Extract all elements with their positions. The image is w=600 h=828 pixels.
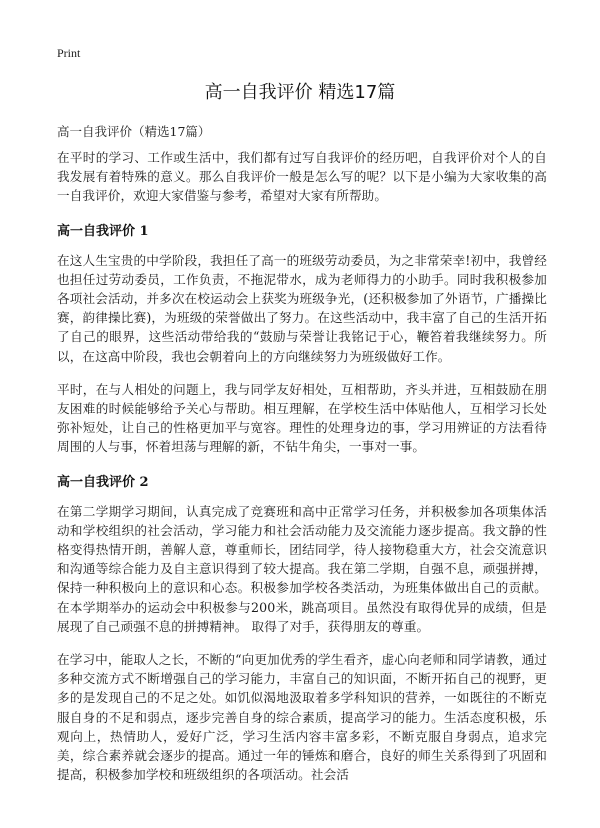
- print-label: Print: [57, 46, 81, 60]
- article-body: [57, 148, 547, 798]
- page-title: 高一自我评价 精选17篇: [204, 82, 396, 103]
- intro-paragraph: 在平时的学习、工作或生活中，我们都有过写自我评价的经历吧，自我评价对个人的自我发展有着特殊的意义。那么自我评价一般是怎么写的呢？以下是小编为大家收集的高一自我评价，欢迎大家借鉴与参考，希望对大家有所帮助。: [57, 150, 547, 204]
- section-2-paragraph-2: 在学习中，能取人之长，不断的“向更加优秀的学生看齐，虚心向老师和同学请教，通过多种交流方式不断增强自己的学习能力，丰富自己的知识面，不断开拓自己的视野，更多的是发现自己的不足之处。如饥似渴地汲取着多学科知识的营养，一如既往的不断克服自身的不足和弱点，逐步完善自身的综合素质，提高学习的能力。生活态度积极，乐观向上，热情助人，爱好广泛，学习生活内容丰富多彩，不断克服自身弱点，追求完美，综合素养就会逐步的提高。通过一年的锤炼和磨合，良好的师生关系得到了巩固和提高，积极参加学校和班级组织的各项活动。社会活: [57, 652, 547, 783]
- section-heading-1: 高一自我评价 1: [57, 223, 149, 239]
- section-2-paragraph-1: 在第二学期学习期间，认真完成了竞赛班和高中正常学习任务，并积极参加各项集体活动和学校组织的社会活动，学习能力和社会活动能力及交流能力逐步提高。我文静的性格变得热情开朗，善解人意，尊重师长，团结同学，待人接物稳重大方，社会交流意识和沟通等综合能力及自主意识得到了较大提高。我在第二学期，自强不息，顽强拼搏，保持一种积极向上的意识和心态。积极参加学校各类活动，为班集体做出自己的贡献。在本学期举办的运动会中积极参与200米，跳高项目。虽然没有取得优异的成绩，但是展现了自己顽强不息的拼搏精神。 取得了对手，获得朋友的尊重。: [57, 503, 547, 634]
- section-1-paragraph-2: 平时，在与人相处的问题上，我与同学友好相处，互相帮助，齐头并进，互相鼓励在朋友困难的时候能够给予关心与帮助。相互理解，在学校生活中体贴他人，互相学习长处弥补短处，让自己的性格更加平与宽容。理性的处理身边的事，学习用辨证的方法看待周围的人与事，怀着坦荡与理解的新，不钻牛角尖，一事对一事。: [57, 381, 547, 455]
- page-subtitle: 高一自我评价（精选17篇）: [57, 124, 211, 139]
- section-heading-2: 高一自我评价 2: [57, 474, 149, 490]
- section-1-paragraph-1: 在这人生宝贵的中学阶段，我担任了高一的班级劳动委员，为之非常荣幸!初中，我曾经也担任过劳动委员，工作负责，不拖泥带水，成为老师得力的小助手。同时我积极参加各项社会活动，并多次在校运动会上获奖为班级争光，(还积极参加了外语节，广播操比赛，韵律操比赛)，为班级的荣誉做出了努力。在这些活动中，我丰富了自己的生活开拓了自己的眼界，这些活动带给我的“鼓励与荣誉让我铭记于心，鞭笞着我继续努力。所以，在这高中阶段，我也会朝着向上的方向继续努力为班级做好工作。: [57, 252, 547, 364]
